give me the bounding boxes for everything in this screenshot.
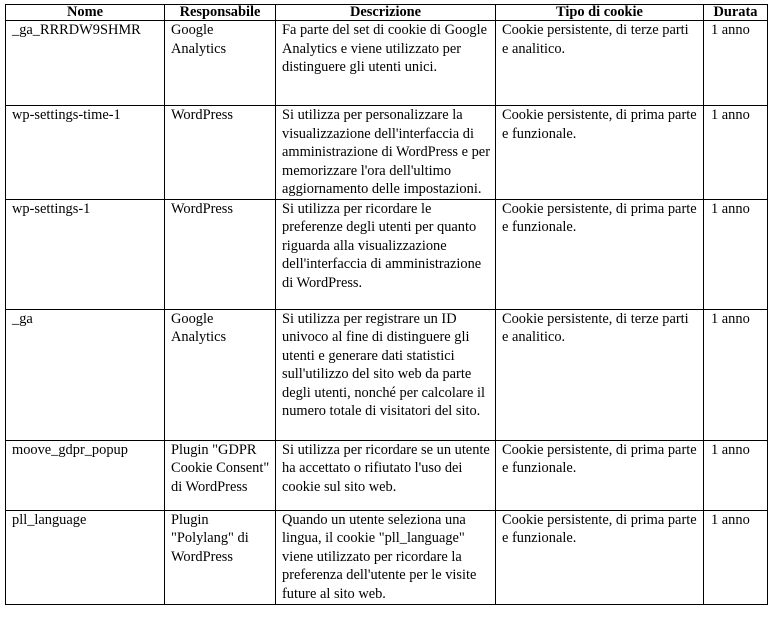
cell-responsabile: Plugin "GDPR Cookie Consent" di WordPress [165, 440, 276, 510]
cell-nome: wp-settings-time-1 [6, 106, 165, 200]
table-header-row [6, 5, 768, 21]
cell-descrizione: Si utilizza per ricordare le preferenze degli utenti per quanto riguarda alla visualizzazione dell'interfaccia di amministrazione di WordPress. [276, 199, 496, 309]
cell-durata: 1 anno [704, 106, 768, 200]
cell-nome: wp-settings-1 [6, 199, 165, 309]
cell-descrizione: Si utilizza per ricordare se un utente ha accettato o rifiutato l'uso dei cookie sul sito web. [276, 440, 496, 510]
cell-nome: _ga_RRRDW9SHMR [6, 21, 165, 106]
cell-tipo: Cookie persistente, di terze parti e analitico. [496, 21, 704, 106]
cell-responsabile: Plugin "Polylang" di WordPress [165, 510, 276, 604]
cell-durata: 1 anno [704, 510, 768, 604]
table-row [6, 106, 768, 200]
cell-descrizione: Si utilizza per personalizzare la visualizzazione dell'interfaccia di amministrazione di WordPress e per memorizzare l'ora dell'ultimo aggiornamento delle impostazioni. [276, 106, 496, 200]
cell-descrizione: Si utilizza per registrare un ID univoco al fine di distinguere gli utenti e generare dati statistici sull'utilizzo del sito web da parte degli utenti, nonché per calcolare il numero totale di visitatori del sito. [276, 309, 496, 440]
cell-nome: pll_language [6, 510, 165, 604]
cell-responsabile: Google Analytics [165, 309, 276, 440]
table-row [6, 21, 768, 106]
cell-tipo: Cookie persistente, di terze parti e analitico. [496, 309, 704, 440]
cell-tipo: Cookie persistente, di prima parte e funzionale. [496, 510, 704, 604]
table-row [6, 510, 768, 604]
header-nome: Nome [6, 5, 165, 21]
cell-durata: 1 anno [704, 21, 768, 106]
cell-descrizione: Fa parte del set di cookie di Google Analytics e viene utilizzato per distinguere gli utenti unici. [276, 21, 496, 106]
cell-tipo: Cookie persistente, di prima parte e funzionale. [496, 106, 704, 200]
cell-nome: _ga [6, 309, 165, 440]
header-responsabile: Responsabile [165, 5, 276, 21]
table-row [6, 440, 768, 510]
cell-nome: moove_gdpr_popup [6, 440, 165, 510]
table-row [6, 199, 768, 309]
header-durata: Durata [704, 5, 768, 21]
cell-responsabile: Google Analytics [165, 21, 276, 106]
cell-responsabile: WordPress [165, 199, 276, 309]
cell-durata: 1 anno [704, 440, 768, 510]
cookie-table [5, 4, 768, 605]
table-row [6, 309, 768, 440]
cell-descrizione: Quando un utente seleziona una lingua, il cookie "pll_language" viene utilizzato per ricordare la preferenza dell'utente per le visite future al sito web. [276, 510, 496, 604]
cell-tipo: Cookie persistente, di prima parte e funzionale. [496, 199, 704, 309]
cell-responsabile: WordPress [165, 106, 276, 200]
cell-tipo: Cookie persistente, di prima parte e funzionale. [496, 440, 704, 510]
cell-durata: 1 anno [704, 199, 768, 309]
cell-durata: 1 anno [704, 309, 768, 440]
header-descrizione: Descrizione [276, 5, 496, 21]
header-tipo-di-cookie: Tipo di cookie [496, 5, 704, 21]
